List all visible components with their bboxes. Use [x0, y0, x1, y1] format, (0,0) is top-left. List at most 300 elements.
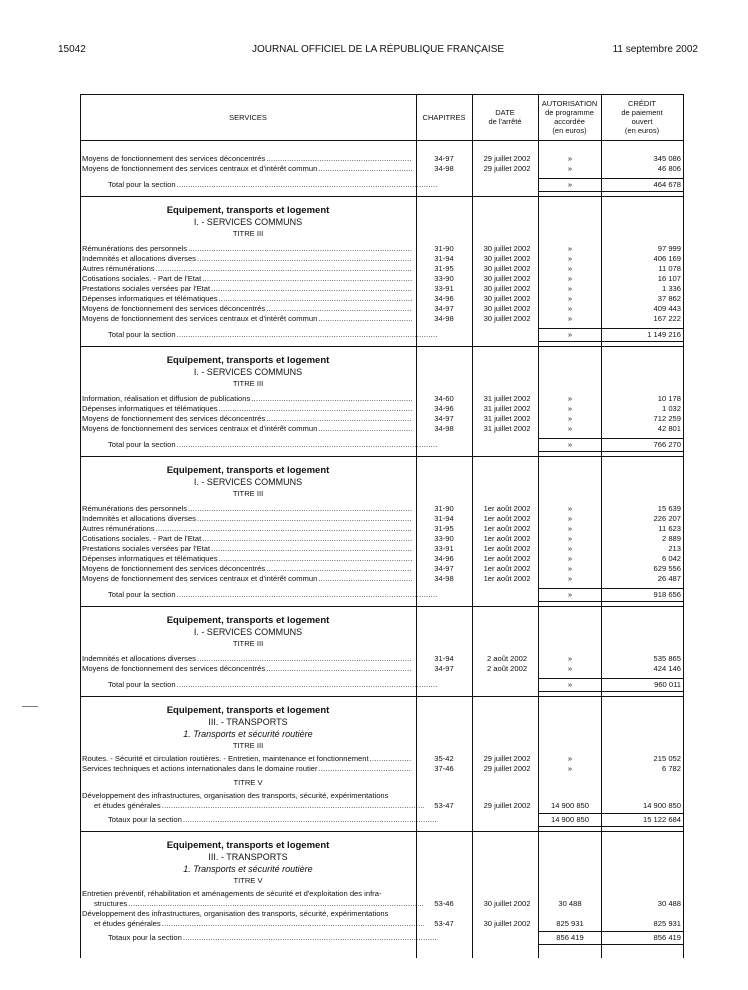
service-label: Dépenses informatiques et télématiques [82, 294, 218, 303]
chapitre-cell: 34-96 [434, 294, 454, 303]
autorisation-cell: » [567, 544, 573, 553]
autorisation-cell: » [567, 764, 573, 773]
leader-dots [251, 394, 412, 404]
leader-dots [370, 754, 412, 764]
total-credit: 15 122 684 [642, 815, 681, 824]
total-rule-top [539, 178, 683, 179]
service-label: Moyens de fonctionnement des services déconcentrés [82, 414, 266, 423]
service-label: Moyens de fonctionnement des services déconcentrés [82, 154, 266, 163]
leader-dots [266, 154, 412, 164]
total-row [80, 590, 684, 600]
date-cell: 1er août 2002 [483, 564, 531, 573]
table-row [80, 889, 684, 899]
service-label: et études générales [94, 801, 161, 810]
leader-dots [197, 654, 412, 664]
chapitre-cell: 34-60 [434, 394, 454, 403]
service-label: Moyens de fonctionnement des services déconcentrés [82, 564, 266, 573]
leader-dots [128, 899, 424, 909]
chapitre-cell: 31-90 [434, 504, 454, 513]
total-rule-bottom [539, 451, 683, 452]
titre-heading: TITRE V [233, 876, 263, 885]
total-credit: 464 678 [653, 180, 681, 189]
total-label [82, 440, 438, 450]
chapitre-cell: 35-42 [434, 754, 454, 763]
date-cell: 1er août 2002 [483, 534, 531, 543]
table-row [80, 524, 684, 534]
service-cell-continuation [82, 919, 424, 929]
date-cell: 1er août 2002 [483, 544, 531, 553]
table-row [80, 304, 684, 314]
chapitre-cell: 34-97 [434, 154, 454, 163]
service-cell [82, 404, 412, 414]
credit-cell: 825 931 [653, 919, 681, 928]
credit-cell: 14 900 850 [642, 801, 681, 810]
total-row [80, 440, 684, 450]
service-label: Total pour la section [108, 330, 176, 339]
date-cell: 30 juillet 2002 [483, 284, 531, 293]
col-header-date: DATE de l'arrêté [488, 108, 522, 126]
total-label [82, 933, 438, 943]
total-rule-bottom [539, 691, 683, 692]
total-label [82, 330, 438, 340]
autorisation-cell: » [567, 524, 573, 533]
credit-cell: 16 107 [657, 274, 681, 283]
leader-dots [156, 264, 412, 274]
section-title: Equipement, transports et logement [166, 615, 330, 626]
autorisation-cell: » [567, 154, 573, 163]
chapitre-cell: 34-96 [434, 554, 454, 563]
service-label: Total pour la section [108, 440, 176, 449]
section-subtitle: I. - SERVICES COMMUNS [193, 627, 303, 637]
leader-dots [266, 304, 412, 314]
autorisation-cell: » [567, 574, 573, 583]
total-credit: 1 149 216 [647, 330, 681, 339]
titre-heading: TITRE III [232, 489, 264, 498]
service-label: Totaux pour la section [108, 815, 182, 824]
titre-heading: TITRE III [232, 379, 264, 388]
total-rule-top [539, 678, 683, 679]
leader-dots [211, 284, 412, 294]
service-label: et études générales [94, 919, 161, 928]
col-header-credit: CRÉDIT de paiement ouvert (en euros) [621, 99, 663, 135]
credit-cell: 6 782 [661, 764, 681, 773]
chapitre-cell: 34-98 [434, 424, 454, 433]
credit-cell: 1 032 [661, 404, 681, 413]
leader-dots [156, 524, 412, 534]
credit-cell: 406 169 [653, 254, 681, 263]
date-cell: 29 juillet 2002 [483, 154, 531, 163]
autorisation-cell: » [567, 404, 573, 413]
leader-dots [318, 314, 412, 324]
date-cell: 1er août 2002 [483, 524, 531, 533]
service-label: Développement des infrastructures, organisation des transports, sécurité, expérimentations [82, 909, 389, 918]
credit-cell: 226 207 [653, 514, 681, 523]
total-autorisation: » [567, 680, 573, 689]
issue-date: 11 septembre 2002 [612, 44, 698, 55]
table-row [80, 664, 684, 674]
credit-cell: 11 078 [658, 264, 681, 273]
chapitre-cell: 53-47 [434, 801, 454, 810]
autorisation-cell: 30 488 [558, 899, 582, 908]
service-label: structures [94, 899, 128, 908]
service-label: Dépenses informatiques et télématiques [82, 554, 218, 563]
titre-heading: TITRE III [232, 229, 264, 238]
total-credit: 766 270 [653, 440, 681, 449]
chapitre-cell: 31-90 [434, 244, 454, 253]
chapitre-cell: 34-98 [434, 574, 454, 583]
table-row [80, 244, 684, 254]
total-autorisation: » [567, 330, 573, 339]
table-row [80, 394, 684, 404]
service-cell [82, 524, 412, 534]
service-label: Total pour la section [108, 590, 176, 599]
chapitre-cell: 34-97 [434, 304, 454, 313]
date-cell: 30 juillet 2002 [483, 264, 531, 273]
table-row-continuation [80, 801, 684, 811]
credit-cell: 345 086 [653, 154, 681, 163]
service-label: Totaux pour la section [108, 933, 182, 942]
table-row [80, 544, 684, 554]
section-subtitle: I. - SERVICES COMMUNS [193, 367, 303, 377]
service-cell-continuation [82, 801, 424, 811]
total-credit: 856 419 [653, 933, 681, 942]
table-row [80, 574, 684, 584]
service-cell [82, 314, 412, 324]
service-cell [82, 394, 412, 404]
autorisation-cell: » [567, 654, 573, 663]
service-cell [82, 574, 412, 584]
leader-dots [318, 424, 412, 434]
date-cell: 30 juillet 2002 [483, 314, 531, 323]
service-cell [82, 274, 412, 284]
date-cell: 31 juillet 2002 [483, 414, 531, 423]
autorisation-cell: » [567, 304, 573, 313]
section-separator [80, 696, 684, 697]
table-row-continuation [80, 899, 684, 909]
total-autorisation: 856 419 [556, 933, 584, 942]
autorisation-cell: » [567, 284, 573, 293]
table-header-rule [80, 140, 684, 141]
table-row [80, 404, 684, 414]
leader-dots [177, 180, 438, 190]
table-row [80, 514, 684, 524]
service-label: Prestations sociales versées par l'Etat [82, 544, 211, 553]
total-rule-bottom [539, 601, 683, 602]
service-label: Information, réalisation et diffusion de publications [82, 394, 251, 403]
leader-dots [219, 294, 413, 304]
credit-cell: 2 889 [661, 534, 681, 543]
service-cell [82, 889, 412, 899]
page-header [58, 44, 698, 58]
leader-dots [211, 544, 412, 554]
service-cell [82, 564, 412, 574]
total-autorisation: 14 900 850 [550, 815, 589, 824]
date-cell: 31 juillet 2002 [483, 424, 531, 433]
total-label [82, 680, 438, 690]
section-separator [80, 456, 684, 457]
chapitre-cell: 34-97 [434, 414, 454, 423]
leader-dots [183, 815, 438, 825]
total-credit: 960 011 [654, 680, 681, 689]
table-row [80, 654, 684, 664]
service-cell [82, 264, 412, 274]
section-title: Equipement, transports et logement [166, 355, 330, 366]
autorisation-cell: » [567, 394, 573, 403]
table-row [80, 154, 684, 164]
table-row [80, 274, 684, 284]
date-cell: 29 juillet 2002 [483, 801, 531, 810]
date-cell: 1er août 2002 [483, 574, 531, 583]
service-cell [82, 154, 412, 164]
leader-dots [202, 534, 412, 544]
date-cell: 30 juillet 2002 [483, 254, 531, 263]
date-cell: 30 juillet 2002 [483, 919, 531, 928]
service-label: Moyens de fonctionnement des services déconcentrés [82, 304, 266, 313]
date-cell: 1er août 2002 [483, 554, 531, 563]
service-label: Rémunérations des personnels [82, 504, 188, 513]
service-label: Total pour la section [108, 180, 176, 189]
service-cell [82, 664, 412, 674]
table-row [80, 754, 684, 764]
section-title: Equipement, transports et logement [166, 205, 330, 216]
section-separator [80, 196, 684, 197]
autorisation-cell: » [567, 554, 573, 563]
credit-cell: 97 999 [657, 244, 681, 253]
service-label: Moyens de fonctionnement des services centraux et d'intérêt commun [82, 574, 318, 583]
date-cell: 29 juillet 2002 [483, 764, 531, 773]
date-cell: 2 août 2002 [486, 664, 528, 673]
credit-cell: 409 443 [653, 304, 681, 313]
service-label: Dépenses informatiques et télématiques [82, 404, 218, 413]
total-label [82, 590, 438, 600]
leader-dots [318, 574, 412, 584]
autorisation-cell: » [567, 414, 573, 423]
leader-dots [219, 404, 413, 414]
total-row [80, 815, 684, 825]
service-label: Total pour la section [108, 680, 176, 689]
total-rule-top [539, 931, 683, 932]
total-rule-bottom [539, 826, 683, 827]
autorisation-cell: 825 931 [556, 919, 584, 928]
table-row [80, 264, 684, 274]
table-row [80, 164, 684, 174]
table-row-continuation [80, 919, 684, 929]
credit-cell: 535 865 [653, 654, 681, 663]
chapitre-cell: 33-90 [434, 534, 454, 543]
leader-dots [197, 514, 412, 524]
total-rule-top [539, 813, 683, 814]
total-rule-top [539, 588, 683, 589]
leader-dots [177, 680, 438, 690]
service-label: Autres rémunérations [82, 524, 155, 533]
autorisation-cell: » [567, 254, 573, 263]
section-title: Equipement, transports et logement [166, 465, 330, 476]
leader-dots [177, 440, 438, 450]
chapitre-cell: 34-96 [434, 404, 454, 413]
service-cell [82, 654, 412, 664]
autorisation-cell: » [567, 664, 573, 673]
total-rule-bottom [539, 341, 683, 342]
total-row [80, 933, 684, 943]
service-cell [82, 514, 412, 524]
autorisation-cell: » [567, 564, 573, 573]
total-row [80, 330, 684, 340]
margin-mark [22, 706, 38, 707]
autorisation-cell: » [567, 274, 573, 283]
service-cell [82, 764, 412, 774]
autorisation-cell: » [567, 424, 573, 433]
total-rule-bottom [539, 944, 683, 945]
date-cell: 2 août 2002 [486, 654, 528, 663]
autorisation-cell: » [567, 504, 573, 513]
chapitre-cell: 34-97 [434, 664, 454, 673]
table-row [80, 791, 684, 801]
service-cell [82, 424, 412, 434]
credit-cell: 1 336 [661, 284, 681, 293]
total-credit: 918 656 [653, 590, 681, 599]
leader-dots [188, 244, 412, 254]
chapitre-cell: 31-94 [434, 254, 454, 263]
chapitre-cell: 34-98 [434, 164, 454, 173]
service-label: Autres rémunérations [82, 264, 155, 273]
leader-dots [202, 274, 412, 284]
credit-cell: 37 862 [657, 294, 681, 303]
date-cell: 1er août 2002 [483, 514, 531, 523]
col-header-services: SERVICES [229, 112, 267, 122]
credit-cell: 26 487 [657, 574, 681, 583]
credit-cell: 46 806 [657, 164, 681, 173]
chapitre-cell: 33-90 [434, 274, 454, 283]
date-cell: 30 juillet 2002 [483, 304, 531, 313]
chapitre-cell: 33-91 [434, 284, 454, 293]
service-label: Moyens de fonctionnement des services déconcentrés [82, 664, 266, 673]
leader-dots [188, 504, 412, 514]
service-cell [82, 414, 412, 424]
service-label: Indemnités et allocations diverses [82, 514, 196, 523]
leader-dots [266, 414, 412, 424]
date-cell: 30 juillet 2002 [483, 244, 531, 253]
service-label: Routes. - Sécurité et circulation routières. - Entretien, maintenance et fonctionnement [82, 754, 369, 763]
credits-table [80, 94, 684, 958]
credit-cell: 6 042 [661, 554, 681, 563]
total-rule-top [539, 438, 683, 439]
autorisation-cell: 14 900 850 [550, 801, 589, 810]
chapitre-cell: 34-97 [434, 564, 454, 573]
table-row [80, 424, 684, 434]
page-number: 15042 [58, 44, 86, 55]
total-autorisation: » [567, 590, 573, 599]
chapitre-cell: 31-95 [434, 264, 454, 273]
service-label: Rémunérations des personnels [82, 244, 188, 253]
total-rule-bottom [539, 191, 683, 192]
table-row [80, 909, 684, 919]
service-label: Moyens de fonctionnement des services centraux et d'intérêt commun [82, 314, 318, 323]
section-separator [80, 606, 684, 607]
chapitre-cell: 53-47 [434, 919, 454, 928]
autorisation-cell: » [567, 264, 573, 273]
date-cell: 30 juillet 2002 [483, 899, 531, 908]
leader-dots [183, 933, 438, 943]
leader-dots [266, 564, 412, 574]
col-header-chapitres: CHAPITRES [422, 112, 466, 122]
table-row [80, 294, 684, 304]
date-cell: 29 juillet 2002 [483, 164, 531, 173]
titre-heading: TITRE III [232, 639, 264, 648]
section-chapter: 1. Transports et sécurité routière [183, 729, 313, 739]
service-cell [82, 909, 412, 919]
table-row [80, 554, 684, 564]
total-rule-top [539, 328, 683, 329]
service-cell [82, 504, 412, 514]
service-label: Prestations sociales versées par l'Etat [82, 284, 211, 293]
credit-cell: 15 639 [657, 504, 681, 513]
chapitre-cell: 34-98 [434, 314, 454, 323]
table-row [80, 314, 684, 324]
leader-dots [197, 254, 412, 264]
journal-title: JOURNAL OFFICIEL DE LA RÉPUBLIQUE FRANÇAISE [251, 44, 505, 55]
service-cell-continuation [82, 899, 424, 909]
service-cell [82, 164, 412, 174]
chapitre-cell: 37-46 [434, 764, 454, 773]
service-cell [82, 534, 412, 544]
service-label: Cotisations sociales. - Part de l'Etat [82, 534, 202, 543]
section-title: Equipement, transports et logement [166, 840, 330, 851]
credit-cell: 30 488 [657, 899, 681, 908]
service-cell [82, 284, 412, 294]
titre-heading: TITRE V [233, 778, 263, 787]
table-row [80, 564, 684, 574]
section-separator [80, 831, 684, 832]
section-separator [80, 346, 684, 347]
service-cell [82, 791, 412, 801]
section-subtitle: I. - SERVICES COMMUNS [193, 477, 303, 487]
leader-dots [177, 590, 438, 600]
service-cell [82, 554, 412, 564]
leader-dots [319, 764, 412, 774]
autorisation-cell: » [567, 514, 573, 523]
table-row [80, 504, 684, 514]
total-label [82, 815, 438, 825]
leader-dots [162, 919, 424, 929]
credit-cell: 424 146 [653, 664, 681, 673]
credit-cell: 213 [668, 544, 681, 553]
service-cell [82, 544, 412, 554]
service-label: Services techniques et actions internationales dans le domaine routier [82, 764, 318, 773]
total-autorisation: » [567, 180, 573, 189]
leader-dots [219, 554, 413, 564]
autorisation-cell: » [567, 164, 573, 173]
titre-heading: TITRE III [232, 741, 264, 750]
service-cell [82, 244, 412, 254]
service-label: Indemnités et allocations diverses [82, 254, 196, 263]
chapitre-cell: 53-46 [434, 899, 454, 908]
credit-cell: 629 556 [653, 564, 681, 573]
service-cell [82, 294, 412, 304]
date-cell: 31 juillet 2002 [483, 404, 531, 413]
credit-cell: 712 259 [653, 414, 681, 423]
service-label: Moyens de fonctionnement des services centraux et d'intérêt commun [82, 164, 318, 173]
table-row [80, 254, 684, 264]
table-row [80, 284, 684, 294]
chapitre-cell: 31-95 [434, 524, 454, 533]
credit-cell: 167 222 [653, 314, 681, 323]
table-row [80, 764, 684, 774]
date-cell: 30 juillet 2002 [483, 274, 531, 283]
total-autorisation: » [567, 440, 573, 449]
service-cell [82, 754, 412, 764]
credit-cell: 42 801 [657, 424, 681, 433]
leader-dots [266, 664, 412, 674]
